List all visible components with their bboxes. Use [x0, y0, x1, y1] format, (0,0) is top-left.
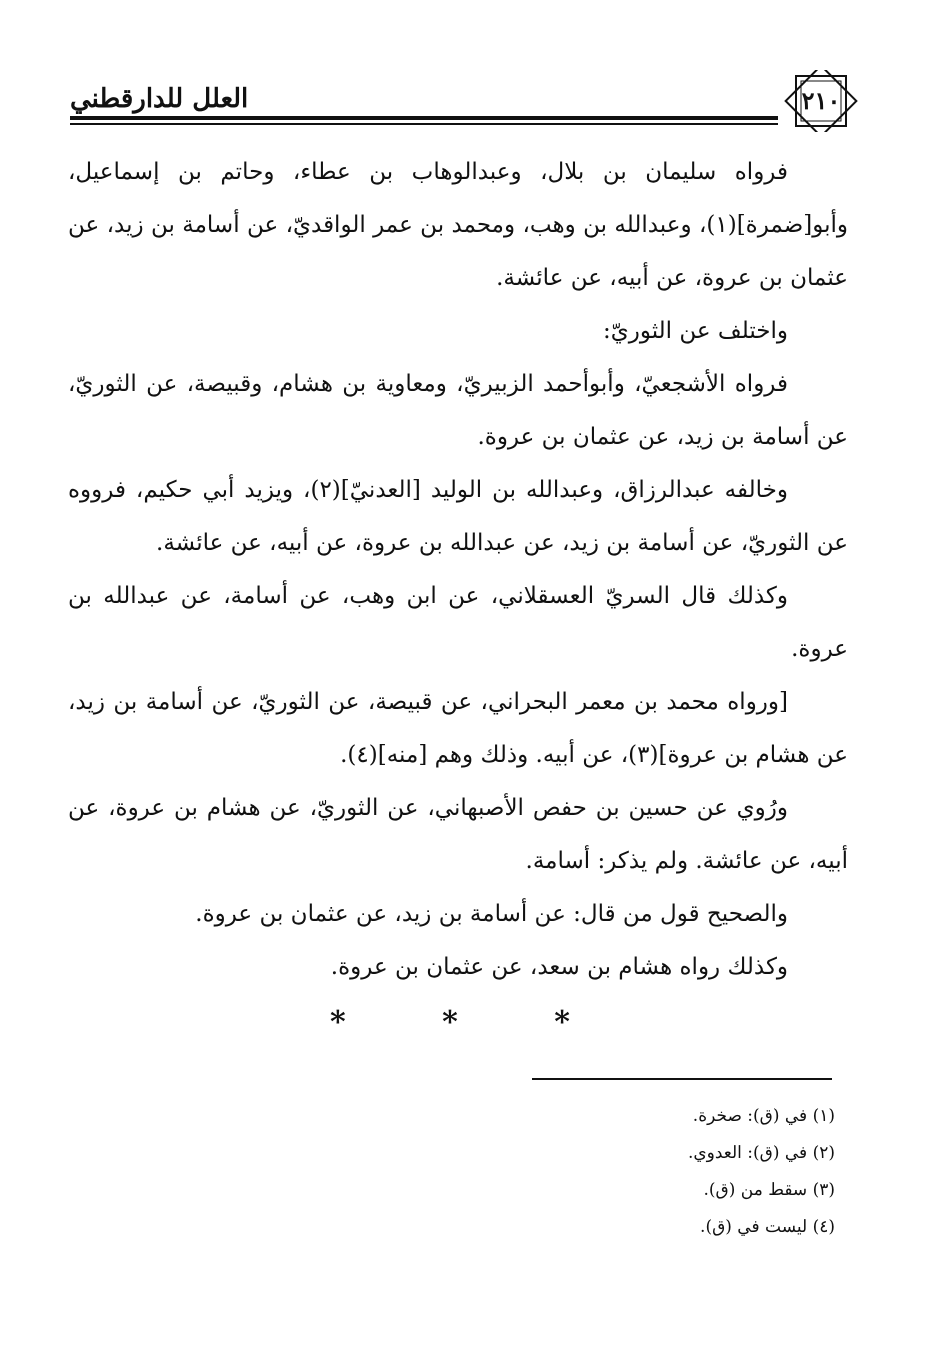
paragraph: وخالفه عبدالرزاق، وعبدالله بن الوليد [العدنيّ](٢)، ويزيد أبي حكيم، فرووه عن الثوريّ، عن أسامة بن زيد، عن عبدالله بن عروة، عن أبيه، عن عائشة.	[68, 477, 848, 556]
paragraph: والصحيح قول من قال: عن أسامة بن زيد، عن عثمان بن عروة.	[195, 901, 788, 927]
separator-star: *	[442, 1005, 458, 1040]
book-title: العلل للدارقطني	[70, 84, 249, 114]
paragraph: وكذلك قال السريّ العسقلاني، عن ابن وهب، عن أسامة، عن عبدالله بن عروة.	[68, 583, 848, 662]
footnote-divider	[532, 1078, 832, 1080]
paragraph: وكذلك رواه هشام بن سعد، عن عثمان بن عروة.	[330, 954, 788, 980]
footnote: (٣) سقط من (ق).	[703, 1180, 835, 1200]
paragraph: [ورواه محمد بن معمر البحراني، عن قبيصة، عن الثوريّ، عن أسامة بن زيد، عن هشام بن عروة](٣)، عن أبيه. وذلك وهم [منه](٤).	[68, 689, 848, 768]
separator-star: *	[554, 1005, 570, 1040]
separator-star: *	[330, 1005, 346, 1040]
header-rule-thin	[70, 123, 778, 125]
paragraph: فرواه سليمان بن بلال، وعبدالوهاب بن عطاء، وحاتم بن إسماعيل، وأبو[ضمرة](١)، وعبدالله بن وهب، ومحمد بن عمر الواقديّ، عن أسامة بن زيد، عن عثمان بن عروة، عن أبيه، عن عائشة.	[68, 159, 848, 291]
paragraph: فرواه الأشجعيّ، وأبوأحمد الزبيريّ، ومعاوية بن هشام، وقبيصة، عن الثوريّ، عن أسامة بن زيد، عن عثمان بن عروة.	[68, 371, 848, 450]
paragraph: واختلف عن الثوريّ:	[602, 318, 788, 344]
paragraph: ورُوي عن حسين بن حفص الأصبهاني، عن الثوريّ، عن هشام بن عروة، عن أبيه، عن عائشة. ولم يذكر: أسامة.	[68, 795, 848, 874]
footnote: (٢) في (ق): العدوي.	[687, 1143, 835, 1163]
page-number: ٢١٠	[801, 86, 841, 115]
footnotes	[435, 1098, 835, 1246]
page-header	[70, 70, 860, 132]
main-text	[68, 146, 848, 994]
page-number-badge	[782, 70, 860, 132]
footnote: (٤) ليست في (ق).	[700, 1217, 835, 1237]
header-rule-thick	[70, 116, 778, 120]
section-separator	[330, 1005, 570, 1040]
footnote: (١) في (ق): صخرة.	[692, 1106, 835, 1126]
